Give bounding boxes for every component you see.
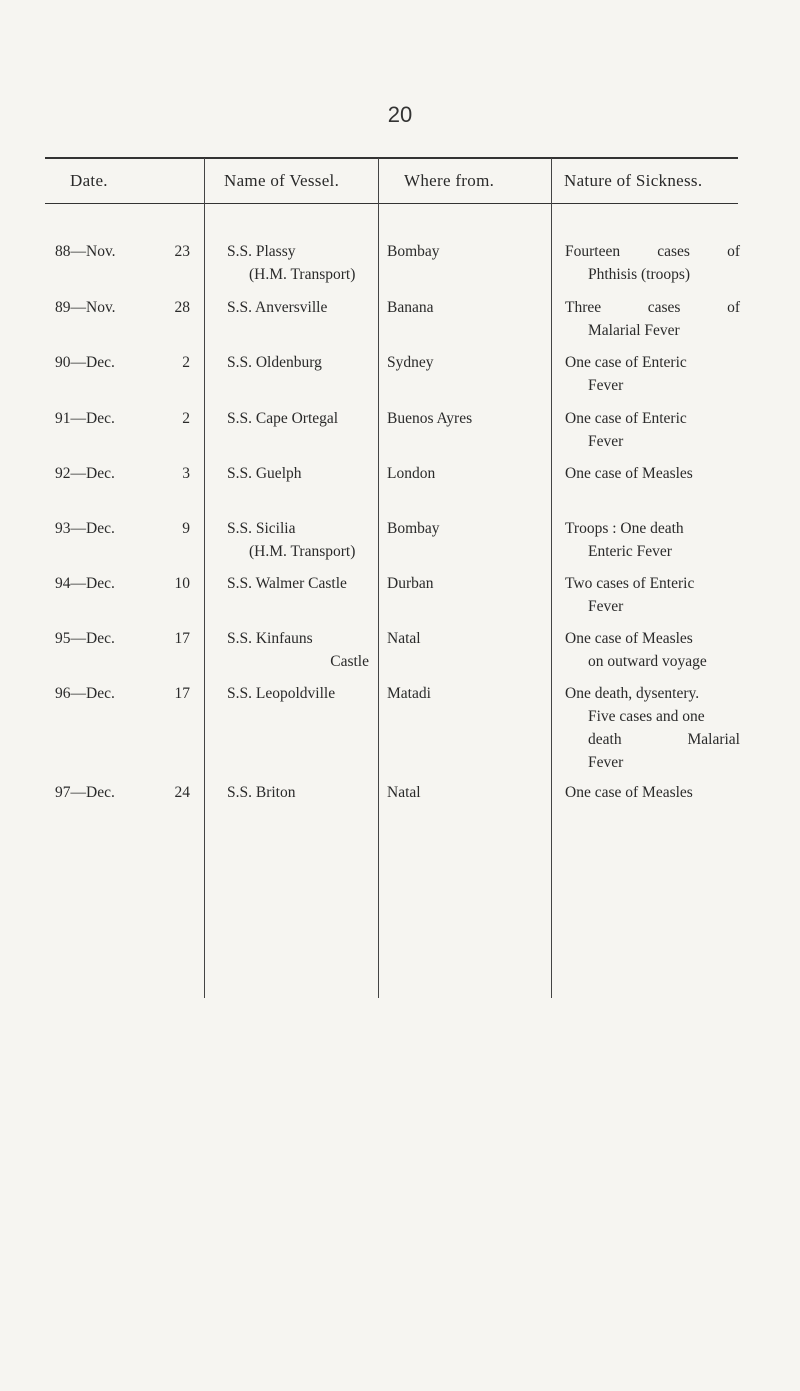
vessel-name: S.S. Cape Ortegal <box>227 410 339 427</box>
vessel-name-continued: (H.M. Transport) <box>249 266 356 283</box>
sickness-line: Fever <box>588 754 624 771</box>
vessel-name: S.S. Leopoldville <box>227 685 336 702</box>
entry-number: 95 <box>55 630 71 647</box>
entry-month: Dec. <box>86 520 115 537</box>
entry-month: Dec. <box>86 410 115 427</box>
entry-day: 28 <box>174 299 190 316</box>
entry-number: 90 <box>55 354 71 371</box>
header-from: Where from. <box>404 171 495 190</box>
entry-day: 17 <box>174 685 190 702</box>
vessel-name: S.S. Sicilia <box>227 520 296 537</box>
vessel-name: S.S. Guelph <box>227 465 302 482</box>
sickness-line: Fourteen cases of <box>565 243 740 260</box>
header-sickness: Nature of Sickness. <box>564 171 703 190</box>
origin-port: Sydney <box>387 354 434 371</box>
entry-month: Dec. <box>86 685 115 702</box>
sickness-line: Malarial Fever <box>588 322 680 339</box>
header-vessel: Name of Vessel. <box>224 171 340 190</box>
column-divider-1 <box>204 158 205 998</box>
vessel-name-continued: (H.M. Transport) <box>249 543 356 560</box>
origin-port: Natal <box>387 784 421 801</box>
entry-month: Nov. <box>86 299 116 316</box>
vessel-name: S.S. Walmer Castle <box>227 575 347 592</box>
sickness-line: Five cases and one <box>588 708 705 725</box>
header-bottom-rule <box>45 203 738 204</box>
entry-month: Nov. <box>86 243 116 260</box>
entry-month: Dec. <box>86 575 115 592</box>
page-number: 20 <box>387 102 413 127</box>
origin-port: Natal <box>387 630 421 647</box>
origin-port: Buenos Ayres <box>387 410 473 427</box>
sickness-line: Fever <box>588 598 624 615</box>
entry-day: 23 <box>174 243 190 260</box>
entry-month: Dec. <box>86 354 115 371</box>
header-top-rule <box>45 157 738 159</box>
sickness-line: Troops : One death <box>565 520 684 537</box>
entry-month: Dec. <box>86 465 115 482</box>
entry-number: 93 <box>55 520 71 537</box>
header-date: Date. <box>70 171 108 190</box>
sickness-line: Fever <box>588 433 624 450</box>
origin-port: London <box>387 465 436 482</box>
sickness-line: Enteric Fever <box>588 543 672 560</box>
entry-day: 10 <box>174 575 190 592</box>
entry-day: 2 <box>182 354 190 371</box>
entry-number: 92 <box>55 465 71 482</box>
origin-port: Durban <box>387 575 434 592</box>
sickness-line: One case of Enteric <box>565 354 687 371</box>
vessel-name: S.S. Plassy <box>227 243 296 260</box>
entry-day: 9 <box>182 520 190 537</box>
sickness-line: One case of Enteric <box>565 410 687 427</box>
entry-day: 24 <box>174 784 190 801</box>
entry-number: 96 <box>55 685 71 702</box>
sickness-line: One case of Measles <box>565 465 693 482</box>
entry-number: 97 <box>55 784 71 801</box>
entry-day: 17 <box>174 630 190 647</box>
sickness-line: One case of Measles <box>565 784 693 801</box>
vessel-name: S.S. Oldenburg <box>227 354 322 371</box>
origin-port: Matadi <box>387 685 431 702</box>
entry-month: Dec. <box>86 630 115 647</box>
origin-port: Bombay <box>387 520 440 537</box>
vessel-name-continued: Castle <box>330 653 369 670</box>
sickness-line: Three cases of <box>565 299 740 316</box>
sickness-line: Phthisis (troops) <box>588 266 691 283</box>
sickness-line: Fever <box>588 377 624 394</box>
sickness-line: Two cases of Enteric <box>565 575 695 592</box>
entry-number: 89 <box>55 299 71 316</box>
vessel-name: S.S. Kinfauns <box>227 630 313 647</box>
origin-port: Banana <box>387 299 434 316</box>
vessel-name: S.S. Anversville <box>227 299 328 316</box>
origin-port: Bombay <box>387 243 440 260</box>
entry-day: 3 <box>182 465 190 482</box>
entry-number: 88 <box>55 243 71 260</box>
entry-number: 94 <box>55 575 71 592</box>
vessel-name: S.S. Briton <box>227 784 296 801</box>
entry-day: 2 <box>182 410 190 427</box>
sickness-line: death Malarial <box>588 731 740 748</box>
sickness-line: One death, dysentery. <box>565 685 700 702</box>
entry-month: Dec. <box>86 784 115 801</box>
entry-number: 91 <box>55 410 71 427</box>
sickness-line: One case of Measles <box>565 630 693 647</box>
sickness-line: on outward voyage <box>588 653 707 670</box>
